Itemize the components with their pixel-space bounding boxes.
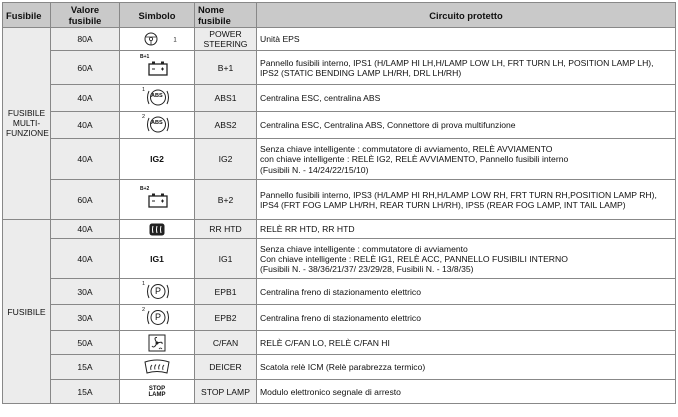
fuse-value: 30A: [51, 305, 120, 331]
symbol-cell: [120, 85, 195, 112]
group-fuse: FUSIBILE: [3, 220, 51, 404]
fuse-circuit: Scatola relè ICM (Relè parabrezza termico): [257, 355, 676, 380]
table-row: [3, 279, 676, 305]
battery-icon: [148, 61, 168, 76]
fuse-circuit: Modulo elettronico segnale di arresto: [257, 380, 676, 404]
fuse-circuit: Centralina freno di stazionamento elettrico: [257, 279, 676, 305]
battery-label: B+1: [140, 53, 150, 60]
fuse-value: 40A: [51, 112, 120, 139]
abs-label: ABS: [151, 120, 163, 127]
ig1-symbol: IG1: [150, 253, 164, 264]
fuse-circuit: Pannello fusibili interno, IPS1 (H/LAMP HI LH,H/LAMP LOW LH, FRT TURN LH, POSITION LAMP LH), IPS2 (STATIC BENDING LAMP LH/RH, DRL LH/RH): [257, 51, 676, 85]
fuse-circuit: Centralina freno di stazionamento elettrico: [257, 305, 676, 331]
header-circuito: Circuito protetto: [257, 3, 676, 28]
symbol-cell: [120, 279, 195, 305]
table-header-row: [3, 3, 676, 28]
symbol-cell: [120, 239, 195, 279]
table-row: [3, 139, 676, 180]
fuse-name: B+1: [195, 51, 257, 85]
symbol-cell: [120, 28, 195, 51]
fuse-value: 40A: [51, 239, 120, 279]
table-row: [3, 28, 676, 51]
table-row: [3, 51, 676, 85]
fuse-name: C/FAN: [195, 331, 257, 355]
p-label: P: [155, 285, 162, 296]
p-label: P: [155, 311, 162, 322]
deicer-icon: [143, 359, 171, 375]
symbol-cell: [120, 355, 195, 380]
table-row: [3, 85, 676, 112]
fuse-value: 80A: [51, 28, 120, 51]
battery-label: B+2: [140, 185, 150, 192]
rear-defrost-icon: [149, 223, 165, 236]
fuse-name: STOP LAMP: [195, 380, 257, 404]
table-row: [3, 305, 676, 331]
symbol-cell: [120, 139, 195, 180]
symbol-number: 1: [142, 280, 146, 287]
symbol-cell: [120, 220, 195, 239]
fuse-name: IG2: [195, 139, 257, 180]
fuse-value: 40A: [51, 139, 120, 180]
fuse-circuit: RELÈ RR HTD, RR HTD: [257, 220, 676, 239]
symbol-number: 1: [173, 37, 177, 44]
fuse-value: 60A: [51, 180, 120, 220]
stop-lamp-symbol: STOP LAMP: [148, 385, 166, 398]
fuse-value: 15A: [51, 380, 120, 404]
symbol-number: 2: [142, 306, 146, 313]
ig2-symbol: IG2: [150, 154, 164, 165]
cooling-fan-icon: [148, 334, 166, 352]
fuse-circuit: Centralina ESC, centralina ABS: [257, 85, 676, 112]
table-row: [3, 220, 676, 239]
fuse-name: EPB1: [195, 279, 257, 305]
table-row: [3, 331, 676, 355]
fuse-value: 15A: [51, 355, 120, 380]
fuse-name: RR HTD: [195, 220, 257, 239]
fuse-name: EPB2: [195, 305, 257, 331]
fuse-name: POWER STEERING: [195, 28, 257, 51]
symbol-number: 2: [142, 114, 146, 121]
fuse-name: ABS2: [195, 112, 257, 139]
fuse-value: 60A: [51, 51, 120, 85]
header-nome: Nome fusibile: [195, 3, 257, 28]
symbol-number: 1: [142, 87, 146, 94]
steering-icon: [137, 31, 173, 47]
symbol-cell: [120, 51, 195, 85]
fuse-value: 40A: [51, 220, 120, 239]
fuse-circuit: Unità EPS: [257, 28, 676, 51]
fuse-value: 40A: [51, 85, 120, 112]
fuse-table: [2, 2, 676, 404]
abs-label: ABS: [151, 93, 163, 100]
fuse-value: 30A: [51, 279, 120, 305]
table-row: [3, 112, 676, 139]
symbol-cell: [120, 380, 195, 404]
symbol-cell: [120, 112, 195, 139]
table-row: [3, 239, 676, 279]
fuse-circuit: Pannello fusibili interno, IPS3 (H/LAMP HI RH,H/LAMP LOW RH, FRT TURN RH,POSITION LAMP RH), IPS4 (FRT FOG LAMP LH/RH, REAR TURN LH/RH), IPS5 (REAR FOG LAMP, INT TAIL LAMP): [257, 180, 676, 220]
table-row: [3, 380, 676, 404]
fuse-circuit: Senza chiave intelligente : commutatore di avviamento Con chiave intelligente : RELÈ IG1, RELÈ ACC, PANNELLO FUSIBILI INTERNO (Fusibili N. - 38/36/21/37/ 23/29/28, Fusibili N. - 13/8/35): [257, 239, 676, 279]
fuse-value: 50A: [51, 331, 120, 355]
group-multifunction: FUSIBILE MULTI-FUNZIONE: [3, 28, 51, 220]
symbol-cell: [120, 180, 195, 220]
symbol-cell: [120, 331, 195, 355]
header-valore: Valore fusibile: [51, 3, 120, 28]
battery-icon: [148, 193, 168, 208]
table-row: [3, 355, 676, 380]
fuse-circuit: RELÈ C/FAN LO, RELÈ C/FAN HI: [257, 331, 676, 355]
fuse-name: B+2: [195, 180, 257, 220]
table-row: [3, 180, 676, 220]
symbol-cell: [120, 305, 195, 331]
fuse-name: DEICER: [195, 355, 257, 380]
fuse-circuit: Centralina ESC, Centralina ABS, Connettore di prova multifunzione: [257, 112, 676, 139]
header-simbolo: Simbolo: [120, 3, 195, 28]
fuse-circuit: Senza chiave intelligente : commutatore di avviamento, RELÈ AVVIAMENTO con chiave intelligente : RELÈ IG2, RELÈ AVVIAMENTO, Pannello fusibili interno (Fusibili N. - 14/24/22/15/10): [257, 139, 676, 180]
fuse-name: ABS1: [195, 85, 257, 112]
fuse-name: IG1: [195, 239, 257, 279]
header-fusibile: Fusibile: [3, 3, 51, 28]
